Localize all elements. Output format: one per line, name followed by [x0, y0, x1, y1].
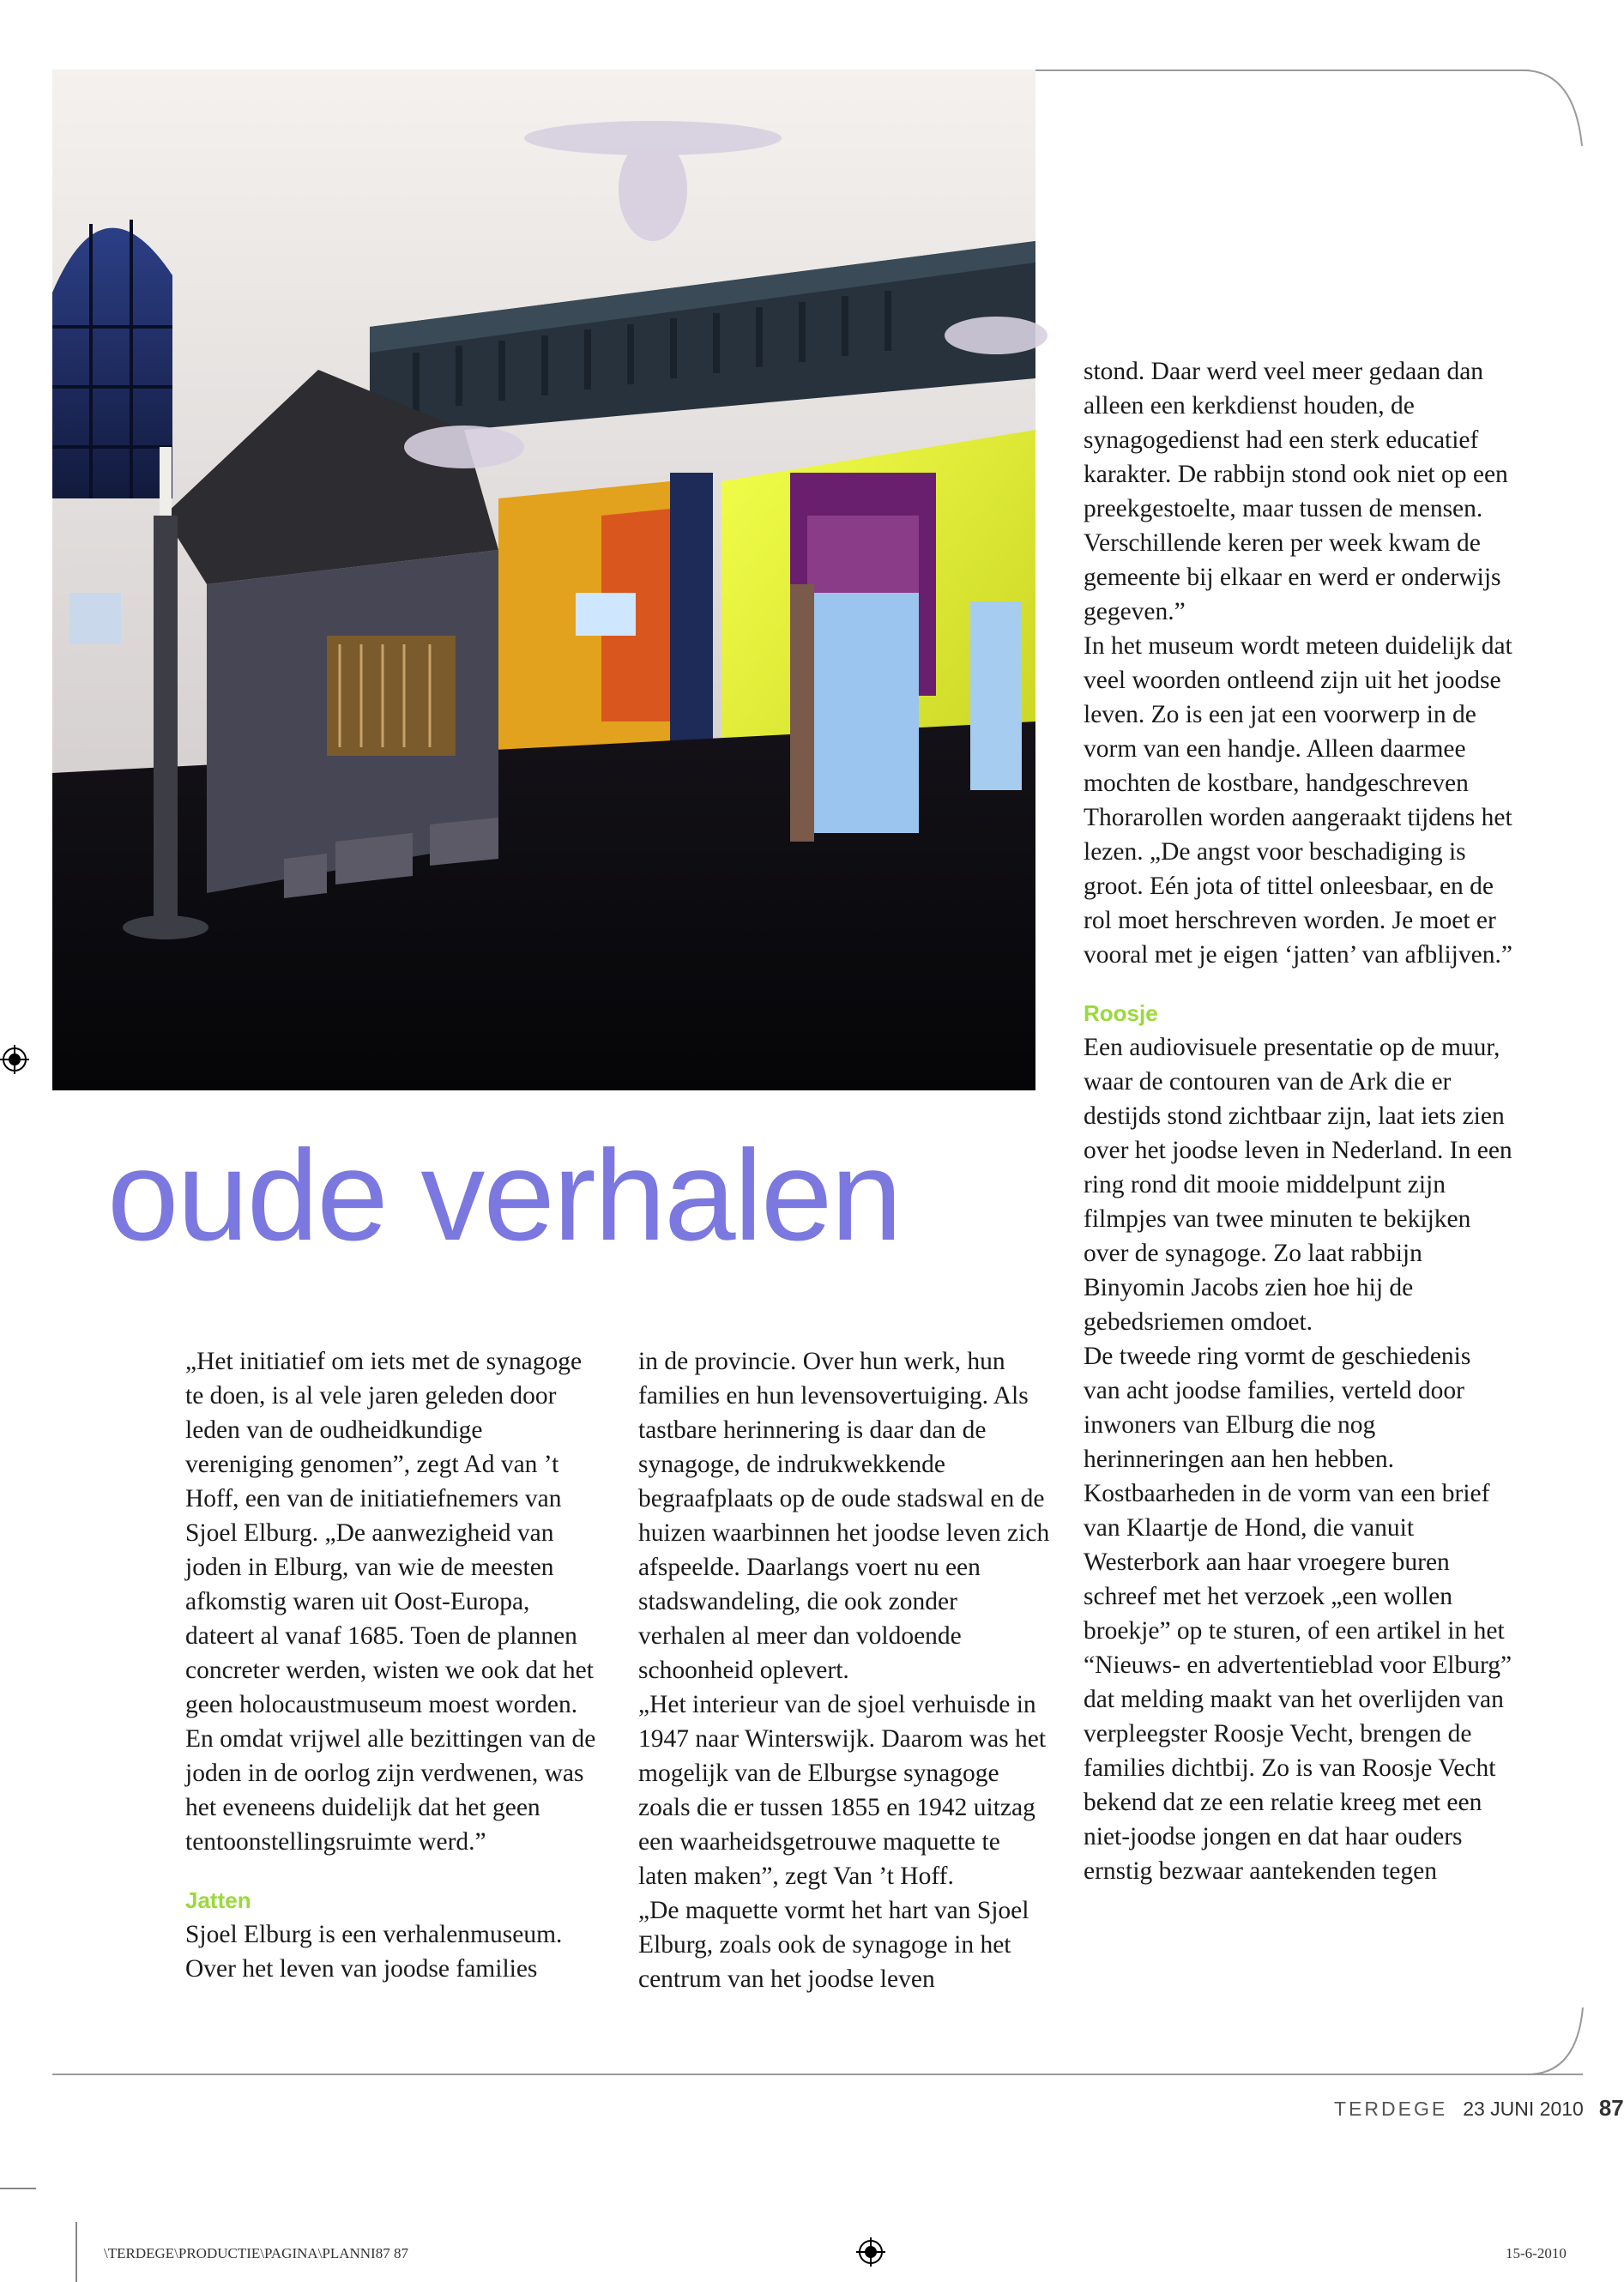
paragraph: Sjoel Elburg is een verhalenmuseum. Over het leven van joodse families	[185, 1921, 563, 1983]
paragraph: De tweede ring vormt de geschiedenis van acht joodse families, verteld door inwoners van Elburg die nog herinneringen aan hen hebben. Kostbaarheden in de vorm van een brief van Klaartje de Hond, die vanuit Westerbork aan haar vroegere buren schreef met het verzoek „een wollen broekje” op te sturen, of een artikel in het “Nieuws- en advertentieblad voor Elburg” dat melding maakt van het overlijden van verpleegster Roosje Vecht, brengen de families dichtbij. Zo is van Roosje Vecht bekend dat ze een relatie kreeg met een niet-joodse jongen en dat haar ouders ernstig bezwaar aantekenden tegen	[1084, 1343, 1512, 1885]
paragraph: „Het interieur van de sjoel verhuisde in 1947 naar Winterswijk. Daarom was het mogelijk van de Elburgse synagoge zoals die er tussen 1855 en 1942 uitzag een waarheidsgetrouwe maquette te laten maken”, zegt Van ’t Hoff.	[638, 1691, 1047, 1890]
text-column-3	[1084, 354, 1512, 1888]
paragraph: Een audiovisuele presentatie op de muur, waar de contouren van de Ark die er destijds stond zichtbaar zijn, laat iets zien over het joodse leven in Nederland. In een ring rond dit mooie middelpunt zijn filmpjes van twee minuten te bekijken over de synagoge. Zo laat rabbijn Binyomin Jacobs zien hoe hij de gebedsriemen omdoet.	[1084, 1034, 1512, 1336]
article-title: oude verhalen	[107, 1123, 901, 1267]
page-number: 87	[1598, 2095, 1624, 2121]
issue-date: 23 JUNI 2010	[1463, 2098, 1584, 2120]
paragraph: In het museum wordt meteen duidelijk dat veel woorden ontleend zijn uit het joodse leven. Zo is een jat een voorwerp in de vorm van een handje. Alleen daarmee mochten de kostbare, handgeschreven Thorarollen worden aangeraakt tijdens het lezen. „De angst voor beschadiging is groot. Eén jota of tittel onleesbaar, en de rol moet herschreven worden. Je moet er vooral met je eigen ‘jatten’ van afblijven.”	[1084, 632, 1512, 969]
page-footer	[1334, 2095, 1624, 2122]
registration-mark-icon	[0, 1045, 29, 1074]
slug-path: \TERDEGE\PRODUCTIE\PAGINA\PLANNI87 87	[104, 2245, 408, 2261]
crop-mark	[75, 2222, 77, 2282]
magazine-name: TERDEGE	[1334, 2098, 1448, 2120]
text-column-1	[185, 1344, 597, 1986]
paragraph: „Het initiatief om iets met de synagoge te doen, is al vele jaren geleden door leden van de oudheidkundige vereniging genomen”, zegt Ad van ’t Hoff, een van de initiatiefnemers van Sjoel Elburg. „De aanwezigheid van joden in Elburg, van wie de meesten afkomstig waren uit Oost-Europa, dateert al vanaf 1685. Toen de plannen concreter werden, wisten we ook dat het geen holocaustmuseum moest worden. En omdat vrijwel alle bezittingen van de joden in de oorlog zijn verdwenen, was het eveneens duidelijk dat het geen tentoonstellingsruimte werd.”	[185, 1348, 596, 1856]
paragraph: in de provincie. Over hun werk, hun families en hun levensovertuiging. Als tastbare herinnering is daar dan de synagoge, de indrukwekkende begraafplaats op de oude stadswal en de huizen waarbinnen het joodse leven zich afspeelde. Daarlangs voert nu een stadswandeling, die ook zonder verhalen al meer dan voldoende schoonheid oplevert.	[638, 1348, 1050, 1684]
subheading-jatten: Jatten	[185, 1887, 251, 1913]
subheading-roosje: Roosje	[1084, 1000, 1158, 1026]
corner-curve-bottom	[1527, 2007, 1584, 2076]
paragraph: „De maquette vormt het hart van Sjoel Elburg, zoals ook de synagoge in het centrum van het joodse leven	[638, 1897, 1029, 1993]
paragraph: stond. Daar werd veel meer gedaan dan alleen een kerkdienst houden, de synagogedienst had een sterk educatief karakter. De rabbijn stond ook niet op een preekgestoelte, maar tussen de mensen. Verschillende keren per week kwam de gemeente bij elkaar en werd er onderwijs gegeven.”	[1084, 358, 1508, 625]
bottom-rule	[52, 2074, 1583, 2075]
museum-interior-photo	[52, 69, 1035, 1090]
slug-date: 15-6-2010	[1506, 2245, 1567, 2261]
text-column-2	[638, 1344, 1050, 1996]
registration-mark-icon	[856, 2237, 885, 2267]
corner-curve-top	[1523, 69, 1583, 147]
top-rule	[1035, 69, 1529, 71]
crop-mark	[0, 2188, 36, 2189]
